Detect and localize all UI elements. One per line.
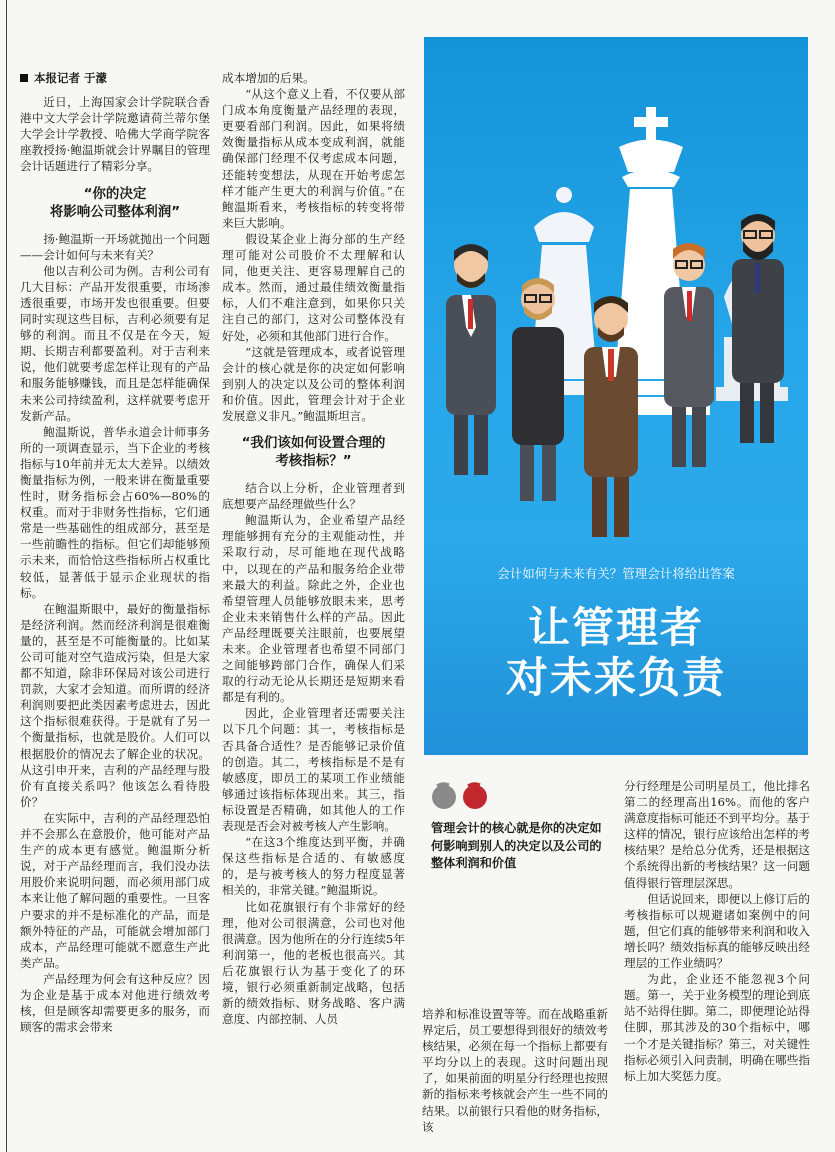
subheading: “我们该如何设置合理的 考核指标？” — [241, 435, 386, 470]
hero-title — [424, 603, 808, 703]
column-rule — [6, 0, 7, 1152]
hero-title-line-1: 让管理者 — [527, 603, 704, 652]
article-column-1 — [20, 70, 210, 1035]
paragraph: 在鲍温斯眼中，最好的衡量指标是经济利润。然而经济利润是很难衡量的，甚至是不可能衡量的。比如某公司可能对空气造成污染，但是大家都不知道，除非环保局对该公司进行罚款，大家才会知道。而所谓的经济利润则要把此类因素考虑进去，因此这个指标很难获得。于是就有了另一个衡量指标，也就是股价。人们可以根据股价的情况去了解企业的状况。从这引申开来，吉利的产品经理与股价有直接关系吗？他该怎么看待股价？ — [20, 601, 210, 809]
paragraph: 他以吉利公司为例。吉利公司有几大目标：产品开发很重要，市场渗透很重要，市场开发也很重要。但要同时实现这些目标，吉利必须要有足够的利润。而且不仅是在今天，短期、长期吉利都要盈利。对于吉利来说，他们就要考虑怎样让现有的产品和服务能够赚钱，而且是怎样能确保未来公司持续盈利，这样就要考虑开发新产品。 — [20, 263, 210, 423]
paragraph: 鲍温斯认为，企业希望产品经理能够拥有充分的主观能动性，并采取行动，尽可能地在现代战略中，以现在的产品和服务给企业带来最大的利益。除此之外，企业也希望管理人员能够放眼未来，思考企业未来销售什么样的产品。因此产品经理既要关注眼前，也要展望未来。企业管理者也希望不同部门之间能够跨部门合作，确保人们采取的行动无论从长期还是短期来看都是有利的。 — [222, 513, 405, 705]
person-5 — [732, 214, 784, 443]
pull-quote-text: 管理会计的核心就是你的决定如何影响到别人的决定以及公司的整体利润和价值 — [431, 821, 602, 870]
paragraph: 比如花旗银行有个非常好的经理，他对公司很满意，公司也对他很满意。因为他所在的分行连续5年利润第一，他的老板也很高兴。其后花旗银行认为基于变化了的环境，银行必须重新制定战略，包括新的绩效指标、财务战略、客户满意度、内部控制、人员 — [222, 899, 405, 1027]
paragraph: 产品经理为何会有这种反应？因为企业是基于成本对他进行绩效考核，但是顾客却需要更多的服务，而顾客的需求会带来 — [20, 971, 210, 1035]
paragraph: 假设某企业上海分部的生产经理可能对公司股价不太理解和认同，他更关注、更容易理解自己的成本。然而，通过最佳绩效衡量指标，人们不难注意到，如果你只关注自己的部门，这对公司整体没有好处，必须和其他部门进行合作。 — [222, 231, 405, 343]
byline — [20, 70, 210, 86]
paragraph: 分行经理是公司明星员工，他比排名第二的经理高出16%。而他的客户满意度指标可能还不到平均分。基于这样的情况，银行应该给出怎样的考核结果？是给总分优秀，还是根据这个系统得出新的考核结果？这一问题值得银行管理层深思。 — [624, 779, 810, 890]
businessmen-group — [446, 214, 784, 537]
paragraph: 近日，上海国家会计学院联合香港中文大学会计学院邀请荷兰蒂尔堡大学会计学教授、哈佛大学商学院客座教授扬·鲍温斯就会计界瞩目的管理会计话题进行了精彩分享。 — [20, 95, 210, 174]
hero-title-line-2: 对未来负责 — [505, 653, 726, 702]
paragraph: “在这3个维度达到平衡，并确保这些指标是合适的、有敏感度的，是与被考核人的努力程度显著相关的，非常关键。”鲍温斯说。 — [222, 835, 405, 898]
paragraph: “这就是管理成本，或者说管理会计的核心就是你的决定如何影响到别人的决定以及公司的整体利润和价值。因此，管理会计对于企业发展意义非凡。”鲍温斯坦言。 — [222, 344, 405, 423]
paragraph: 为此，企业还不能忽视3个问题。第一，关于业务模型的理论到底站不站得住脚。第二，即便理论站得住脚，那其涉及的30个指标中，哪一个才是关键指标？第三，对关键性指标必须引入问责制，明确在哪些指标上加大奖惩力度。 — [624, 972, 810, 1083]
paragraph: 培养和标准设置等等。而在战略重新界定后，员工要想得到很好的绩效考核结果，必须在每一个指标上都要有平均分以上的表现。这时问题出现了，如果前面的明星分行经理也按照新的指标来考核就会产生一些不同的结果。以前银行只看他的财务指标，该 — [422, 1007, 608, 1134]
article-column-2 — [222, 70, 405, 1027]
hero-illustration — [424, 37, 808, 755]
paragraph: 鲍温斯说，普华永道会计师事务所的一项调查显示，当下企业的考核指标与10年前并无太大差异。以绩效衡量指标为例，一般来讲在衡量重要性时，财务指标会占60%—80%的权重。而对于非财务性指标，它们通常是一些基础性的组成部分，甚至是一些前瞻性的指标。但它们却能够预示未来，而恰恰这些指标所占权重比较低，显著低于显示企业现状的指标。 — [20, 424, 210, 600]
byline-text: 本报记者 于濛 — [34, 71, 108, 85]
person-1 — [446, 244, 496, 475]
subheading: “你的决定 将影响公司整体利润” — [49, 185, 181, 220]
square-bullet-icon — [20, 74, 28, 82]
article-column-3 — [422, 1006, 608, 1146]
paragraph: 扬·鲍温斯一开场就抛出一个问题——会计如何与未来有关？ — [20, 231, 210, 262]
paragraph: 但话说回来，即便以上修订后的考核指标可以规避诸如案例中的问题，但它们真的能够带来利润和收入增长吗？绩效指标真的能够反映出经理层的工作业绩吗？ — [624, 891, 810, 971]
article-column-4 — [624, 778, 810, 1084]
paragraph: 成本增加的后果。 — [222, 71, 315, 85]
paragraph: “从这个意义上看，不仅要从部门成本角度衡量产品经理的表现，更要看部门利润。因此，如果将绩效衡量指标从成本变成利润，就能确保部门经理不仅考虑成本问题，还能转变想法，从现在开始考虑怎样才能产生更大的利润与价值。”在鲍温斯看来，考核指标的转变将带来巨大影响。 — [222, 87, 405, 230]
paragraph: 结合以上分析，企业管理者到底想要产品经理做些什么？ — [222, 481, 405, 512]
paragraph: 在实际中，吉利的产品经理恐怕并不会那么在意股价，他可能对产品生产的成本更有感觉。鲍温斯分析说，对于产品经理而言，我们没办法用股价来说明问题，而必须用部门成本来让他了解问题的重要性。一旦客户要求的并不是标准化的产品，而是额外特征的产品，可能就会增加部门成本，产品经理可能就不愿意生产此类产品。 — [20, 810, 210, 970]
paragraph: 因此，企业管理者还需要关注以下几个问题：其一，考核指标是否具备合适性？是否能够记录价值的创造。其二，考核指标是不是有敏感度，即员工的某项工作业绩能够通过该指标体现出来。其三，指标设置是否精确，如其他人的工作表现是否会对被考核人产生影响。 — [222, 706, 405, 834]
hero-kicker: 会计如何与未来有关？管理会计将给出答案 — [497, 566, 735, 581]
quote-marks-icon — [431, 782, 501, 810]
pull-quote — [431, 782, 611, 873]
